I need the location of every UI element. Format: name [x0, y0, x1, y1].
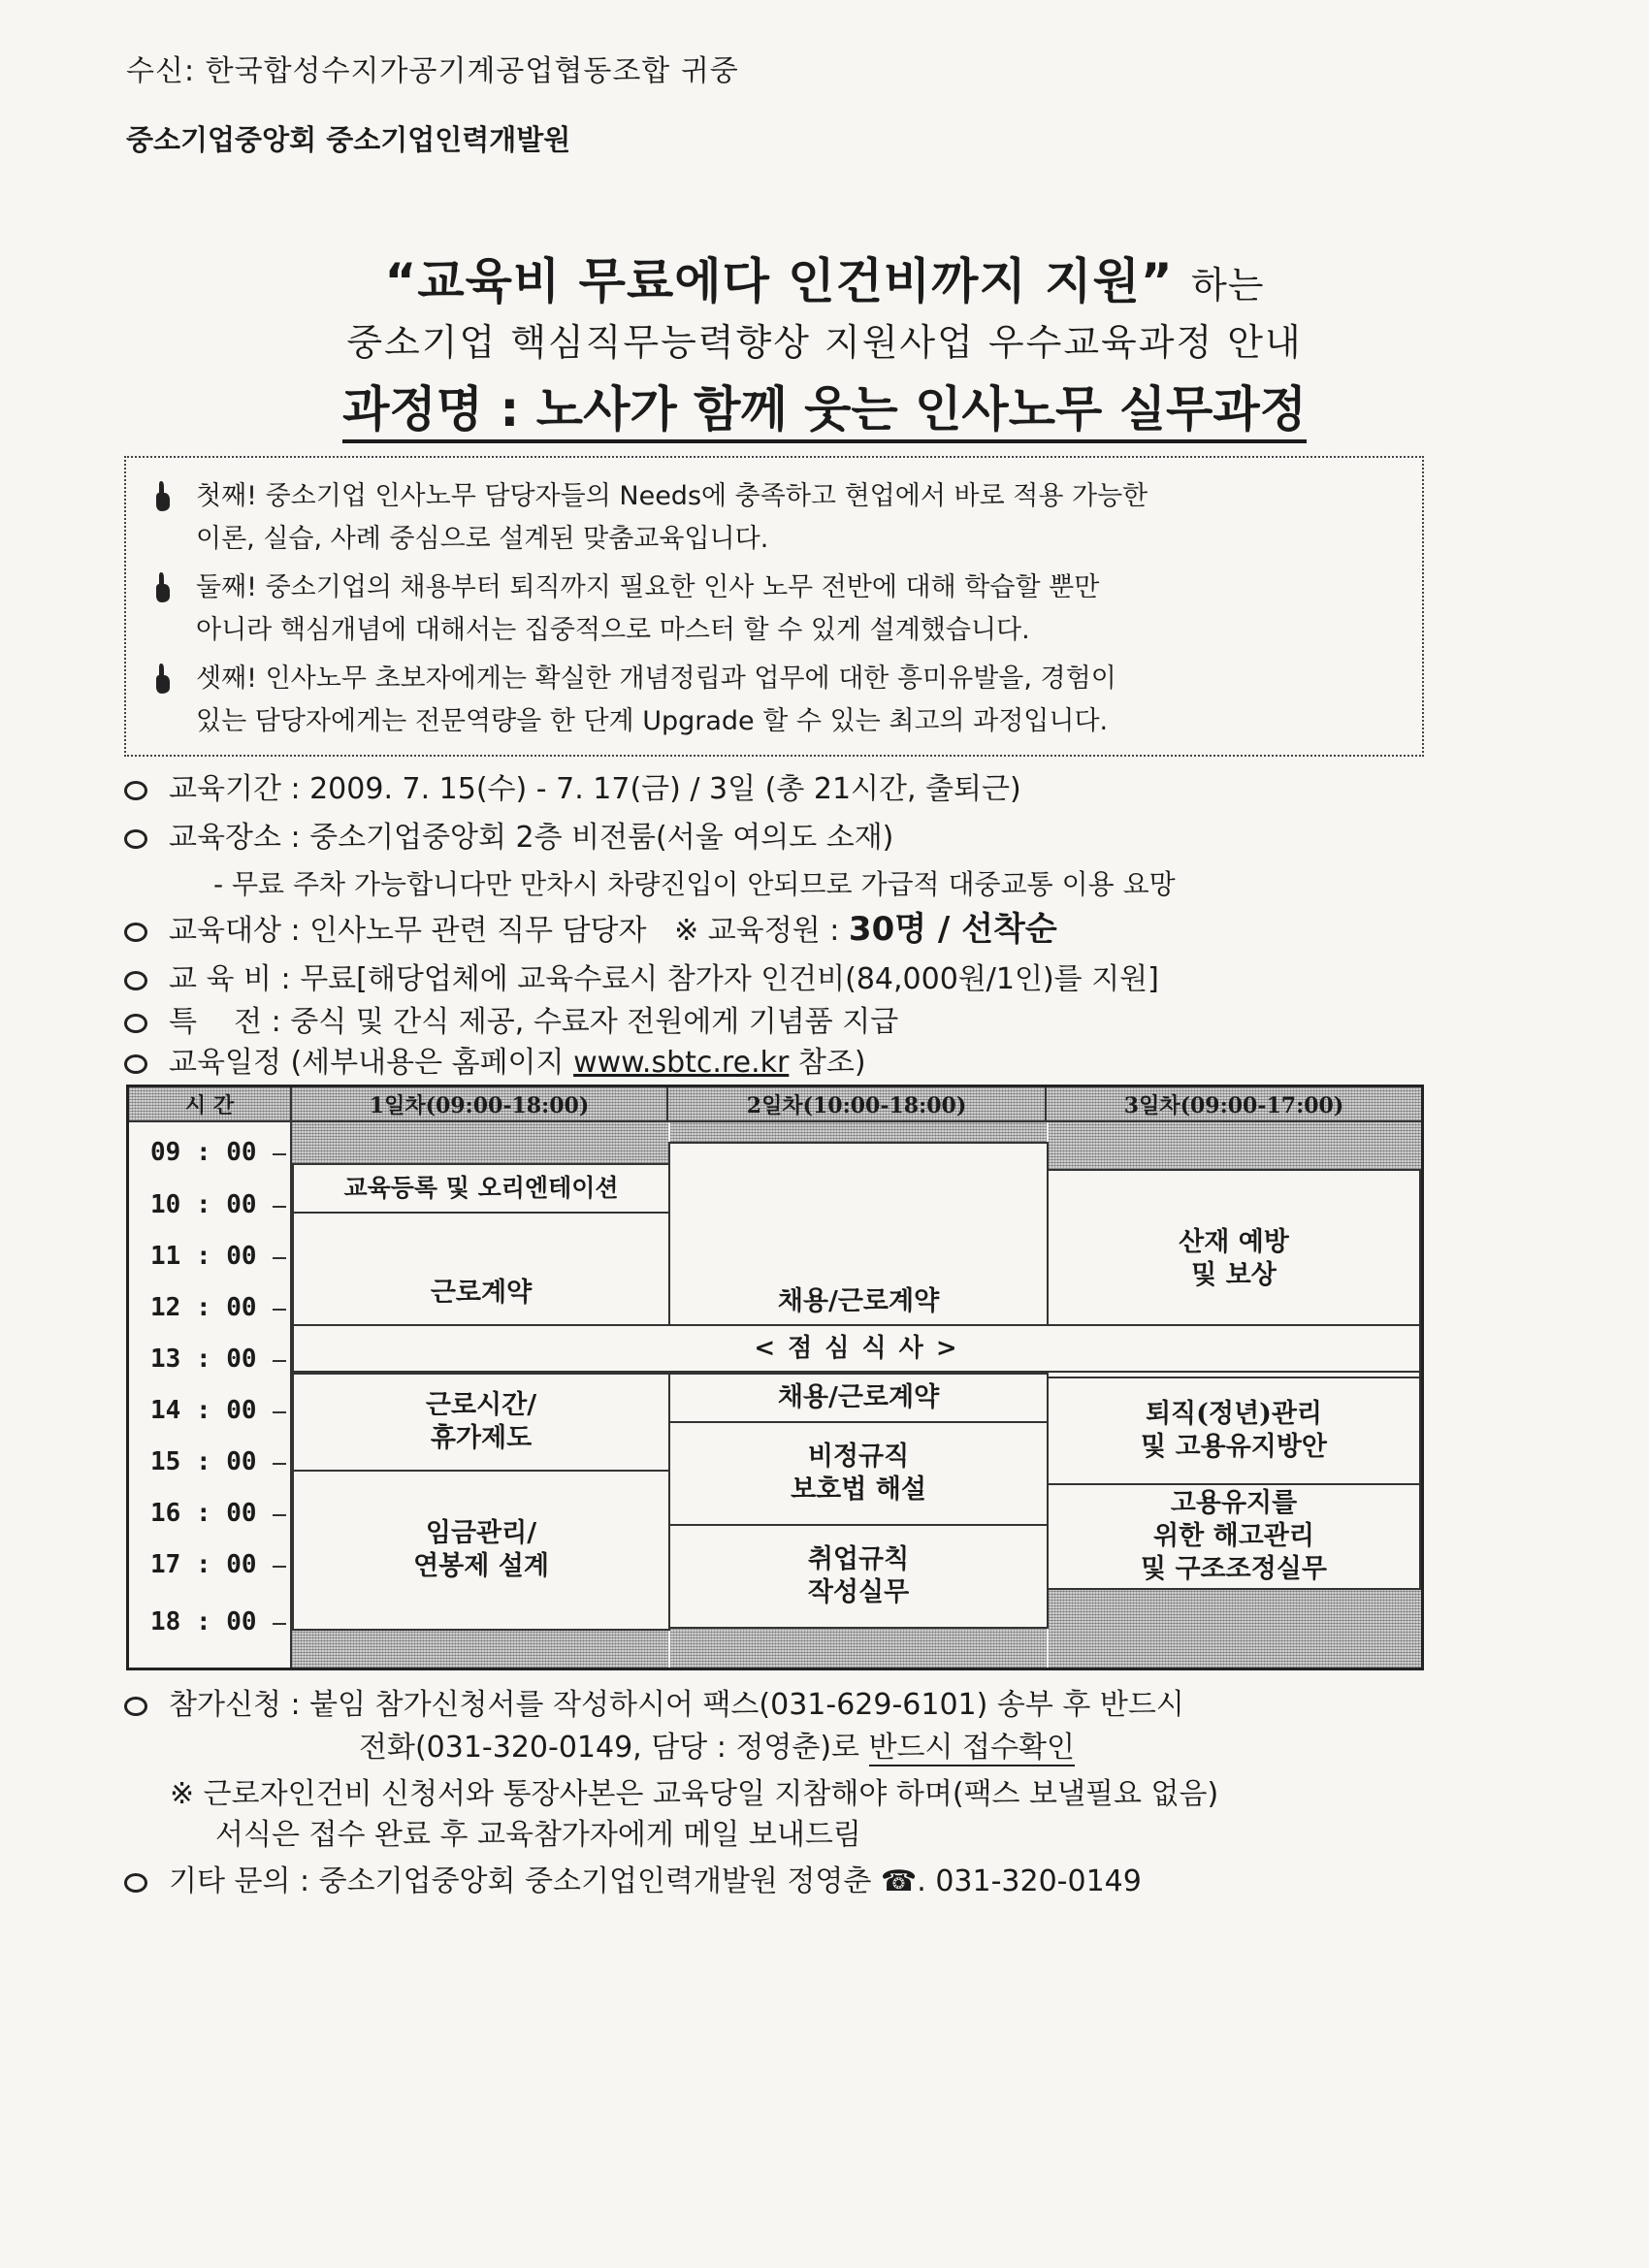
circle-bullet-icon — [124, 781, 147, 800]
circle-bullet-icon — [124, 1054, 147, 1074]
tick — [273, 1463, 286, 1465]
apply-phone-text: 전화(031-320-0149, 담당 : 정영춘)로 — [359, 1731, 860, 1765]
tick — [273, 1153, 286, 1155]
apply-line — [124, 1686, 1184, 1725]
feature-line-2: 이론, 실습, 사례 중심으로 설계된 맞춤교육입니다. — [196, 524, 769, 554]
capacity-value: 30명 / 선착순 — [848, 910, 1057, 949]
day1-session: 근로시간/ 휴가제도 — [292, 1373, 670, 1472]
info-period — [124, 770, 1021, 809]
lunch-row: < 점 심 식 사 > — [292, 1324, 1421, 1373]
feature-line-1: 첫째! 중소기업 인사노무 담당자들의 Needs에 충족하고 현업에서 바로 적용 가능한 — [196, 481, 1148, 511]
fee-text: 교 육 비 : 무료[해당업체에 교육수료시 참가자 인건비(84,000원/1인)를 지원] — [169, 962, 1159, 996]
tick — [273, 1309, 286, 1311]
day3-session: 고용유지를 위한 해고관리 및 구조조정실무 — [1047, 1483, 1421, 1590]
confirm-underline: 반드시 접수확인 — [868, 1731, 1075, 1765]
feature-box — [124, 456, 1424, 757]
time-label: 13 : 00 — [150, 1345, 257, 1374]
empty-slot — [670, 1629, 1047, 1668]
day1-session: 교육등록 및 오리엔테이션 — [292, 1163, 670, 1214]
info-schedule — [124, 1044, 866, 1083]
day1-session: 근로계약 — [292, 1212, 670, 1375]
time-label: 09 : 00 — [150, 1138, 257, 1167]
homepage-link[interactable]: www.sbtc.re.kr — [573, 1046, 790, 1080]
period-text: 교육기간 : 2009. 7. 15(수) - 7. 17(금) / 3일 (총 21시간, 출퇴근) — [169, 772, 1021, 806]
empty-slot — [292, 1122, 668, 1163]
circle-bullet-icon — [124, 923, 147, 942]
day3-session: 산재 예방 및 보상 — [1047, 1169, 1421, 1378]
empty-slot — [292, 1631, 668, 1668]
day1-session: 임금관리/ 연봉제 설계 — [292, 1470, 670, 1631]
day1-header: 1일차(09:00-18:00) — [292, 1087, 668, 1120]
info-benefit — [124, 1003, 898, 1042]
pointing-hand-icon — [153, 570, 173, 603]
note-line-1: ※ 근로자인건비 신청서와 통장사본은 교육당일 지참해야 하며(팩스 보낼필요 없음) — [170, 1777, 1219, 1811]
feature-line-2: 있는 담당자에게는 전문역량을 한 단계 Upgrade 할 수 있는 최고의 과정입니다. — [196, 706, 1109, 736]
tick — [273, 1257, 286, 1259]
day2-session: 취업규칙 작성실무 — [668, 1524, 1049, 1629]
apply-text: 참가신청 : 붙임 참가신청서를 작성하시어 팩스(031-629-6101) 송부 후 반드시 — [169, 1688, 1184, 1722]
phone-number: . 031-320-0149 — [917, 1864, 1142, 1898]
pointing-hand-icon — [153, 662, 173, 695]
feature-item — [153, 658, 1405, 743]
tick — [273, 1623, 286, 1625]
circle-bullet-icon — [124, 971, 147, 990]
feature-line-1: 셋째! 인사노무 초보자에게는 확실한 개념정립과 업무에 대한 흥미유발을, 경험이 — [196, 664, 1116, 694]
time-label: 12 : 00 — [150, 1293, 257, 1322]
day2-session: 비정규직 보호법 해설 — [668, 1421, 1049, 1526]
schedule-suffix: 참조) — [797, 1046, 866, 1080]
contact-text: 기타 문의 : 중소기업중앙회 중소기업인력개발원 정영춘 — [169, 1864, 872, 1898]
feature-line-2: 아니라 핵심개념에 대해서는 집중적으로 마스터 할 수 있게 설계했습니다. — [196, 615, 1030, 645]
note-line-2: 서식은 접수 완료 후 교육참가자에게 메일 보내드림 — [215, 1818, 861, 1852]
feature-item — [153, 567, 1405, 652]
empty-slot — [1049, 1122, 1421, 1169]
tick — [273, 1566, 286, 1568]
course-name: 과정명 : 노사가 함께 웃는 인사노무 실무과정 — [342, 381, 1307, 443]
day3-header: 3일차(09:00-17:00) — [1123, 1092, 1344, 1118]
apply-line-2 — [359, 1729, 1075, 1767]
feature-item — [153, 475, 1405, 561]
time-label: 16 : 00 — [150, 1499, 257, 1528]
circle-bullet-icon — [124, 1873, 147, 1893]
info-fee — [124, 960, 1159, 999]
place-text: 교육장소 : 중소기업중앙회 2층 비전룸(서울 여의도 소재) — [169, 821, 894, 855]
time-label: 15 : 00 — [150, 1447, 257, 1476]
circle-bullet-icon — [124, 1014, 147, 1033]
recipient-line: 수신: 한국합성수지가공기계공업협동조합 귀중 — [126, 54, 739, 88]
time-label: 14 : 00 — [150, 1396, 257, 1425]
target-text: 교육대상 : 인사노무 관련 직무 담당자 — [169, 914, 647, 948]
headline-quote: “교육비 무료에다 인건비까지 지원” — [384, 253, 1174, 309]
empty-slot — [670, 1122, 1047, 1142]
tick — [273, 1514, 286, 1516]
time-label: 18 : 00 — [150, 1607, 257, 1636]
circle-bullet-icon — [124, 829, 147, 849]
day2-session: 채용/근로계약 — [668, 1142, 1049, 1375]
contact-line — [124, 1863, 1142, 1901]
subtitle: 중소기업 핵심직무능력향상 지원사업 우수교육과정 안내 — [346, 321, 1303, 364]
time-header: 시 간 — [129, 1087, 292, 1120]
circle-bullet-icon — [124, 1697, 147, 1716]
sender-line: 중소기업중앙회 중소기업인력개발원 — [126, 123, 571, 156]
headline-suffix: 하는 — [1191, 264, 1265, 307]
time-label: 11 : 00 — [150, 1242, 257, 1271]
info-place — [124, 819, 893, 858]
schedule-table — [126, 1085, 1424, 1670]
time-label: 17 : 00 — [150, 1550, 257, 1579]
time-label: 10 : 00 — [150, 1190, 257, 1219]
schedule-label: 교육일정 (세부내용은 홈페이지 — [169, 1046, 565, 1080]
capacity-label: ※ 교육정원 : — [674, 914, 840, 948]
benefit-text: 특 전 : 중식 및 간식 제공, 수료자 전원에게 기념품 지급 — [169, 1005, 899, 1039]
day2-session: 채용/근로계약 — [668, 1373, 1049, 1423]
tick — [273, 1206, 286, 1208]
info-parking: - 무료 주차 가능합니다만 만차시 차량진입이 안되므로 가급적 대중교통 이용 요망 — [213, 868, 1176, 900]
feature-line-1: 둘째! 중소기업의 채용부터 퇴직까지 필요한 인사 노무 전반에 대해 학습할 뿐만 — [196, 572, 1100, 602]
empty-slot — [1049, 1590, 1421, 1668]
day3-session: 퇴직(정년)관리 및 고용유지방안 — [1047, 1377, 1421, 1485]
phone-icon: ☎ — [880, 1864, 918, 1898]
day2-header: 2일차(10:00-18:00) — [668, 1087, 1047, 1120]
info-target — [124, 910, 1057, 951]
headline — [0, 243, 1649, 312]
course-title — [0, 371, 1649, 440]
pointing-hand-icon — [153, 479, 173, 512]
tick — [273, 1360, 286, 1362]
tick — [273, 1411, 286, 1413]
